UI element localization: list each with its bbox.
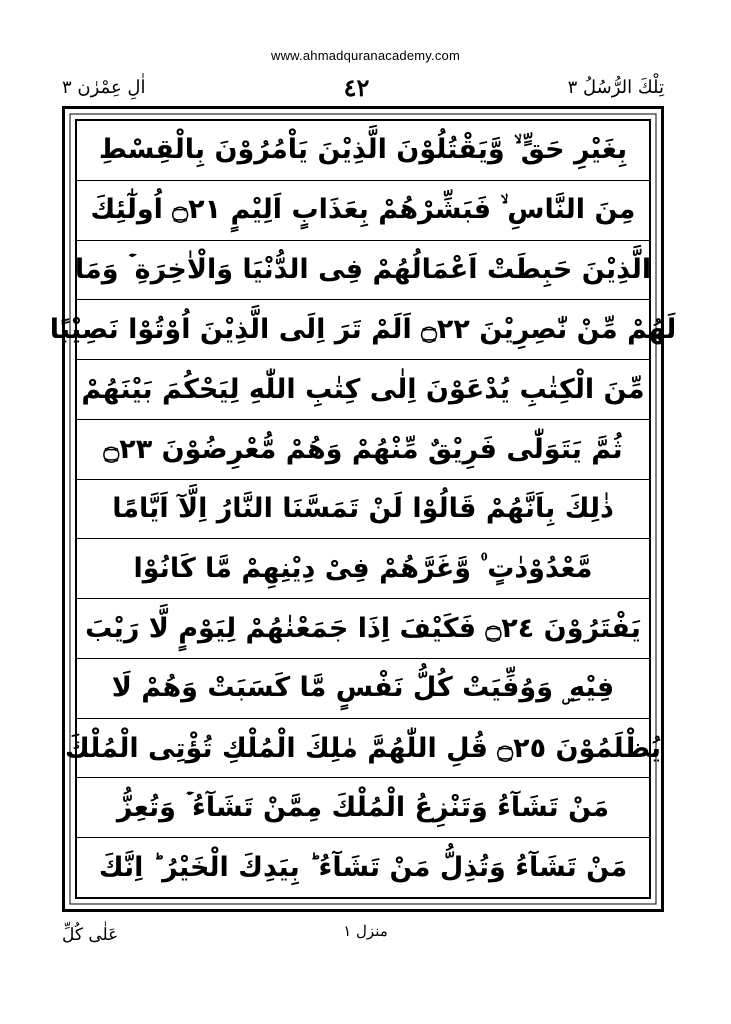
text-line: مَنْ تَشَآءُ وَتُذِلُّ مَنْ تَشَآءُ ؕ بِيَدِكَ الْخَيْرُ ؕ اِنَّكَ [98,852,628,884]
juz-name: تِلْكَ الرُّسُلُ ٣ [567,76,664,98]
website-url: www.ahmadquranacademy.com [270,48,460,63]
text-line: مَّعْدُوْدٰتٍ ۠ وَّغَرَّهُمْ فِىْ دِيْنِهِمْ مَّا كَانُوْا [77,539,649,599]
manzil-marker: منزل ١ [343,922,388,940]
surah-name: اٰلِ عِمْرٰن ٣ [62,76,146,98]
text-line: يُظْلَمُوْنَ ۝٢٥ قُلِ اللّٰهُمَّ مٰلِكَ الْمُلْكِ تُؤْتِى الْمُلْكَ [77,719,649,779]
text-line: بِغَيْرِ حَقٍّ ۙ وَّيَقْتُلُوْنَ الَّذِيْنَ يَاْمُرُوْنَ بِالْقِسْطِ [77,121,649,181]
text-line: الَّذِيْنَ حَبِطَتْ اَعْمَالُهُمْ فِى الدُّنْيَا وَالْاٰخِرَةِ ۡ وَمَا [77,241,649,301]
text-line: ذٰلِكَ بِاَنَّهُمْ قَالُوْا لَنْ تَمَسَّنَا النَّارُ اِلَّآ اَيَّامًا [77,480,649,540]
text-line: ثُمَّ يَتَوَلّٰى فَرِيْقٌ مِّنْهُمْ وَهُمْ مُّعْرِضُوْنَ ۝٢٣ [77,420,649,480]
decorative-page-frame [49,106,677,912]
text-line: مِّنَ الْكِتٰبِ يُدْعَوْنَ اِلٰى كِتٰبِ اللّٰهِ لِيَحْكُمَ بَيْنَهُمْ [77,360,649,420]
page-number: ٤٢ [343,72,370,102]
verse-text-area [49,119,677,899]
catchword: عَلٰى كُلِّ [62,925,119,945]
text-line: مِنَ النَّاسِ ۙ فَبَشِّرْهُمْ بِعَذَابٍ اَلِيْمٍ ۝٢١ اُولٰٓئِكَ [77,181,649,241]
page-footer [62,918,664,952]
text-line: لَهُمْ مِّنْ نّٰصِرِيْنَ ۝٢٢ اَلَمْ تَرَ اِلَى الَّذِيْنَ اُوْتُوْا نَصِيْبًا [77,300,649,360]
page-header [62,70,664,104]
text-line: فِيْهِ ۣ وَوُفِّيَتْ كُلُّ نَفْسٍ مَّا كَسَبَتْ وَهُمْ لَا [77,659,649,719]
text-line: مَنْ تَشَآءُ وَتَنْزِعُ الْمُلْكَ مِمَّنْ تَشَآءُ ۡ وَتُعِزُّ [77,778,649,838]
text-line: يَفْتَرُوْنَ ۝٢٤ فَكَيْفَ اِذَا جَمَعْنٰهُمْ لِيَوْمٍ لَّا رَيْبَ [77,599,649,659]
